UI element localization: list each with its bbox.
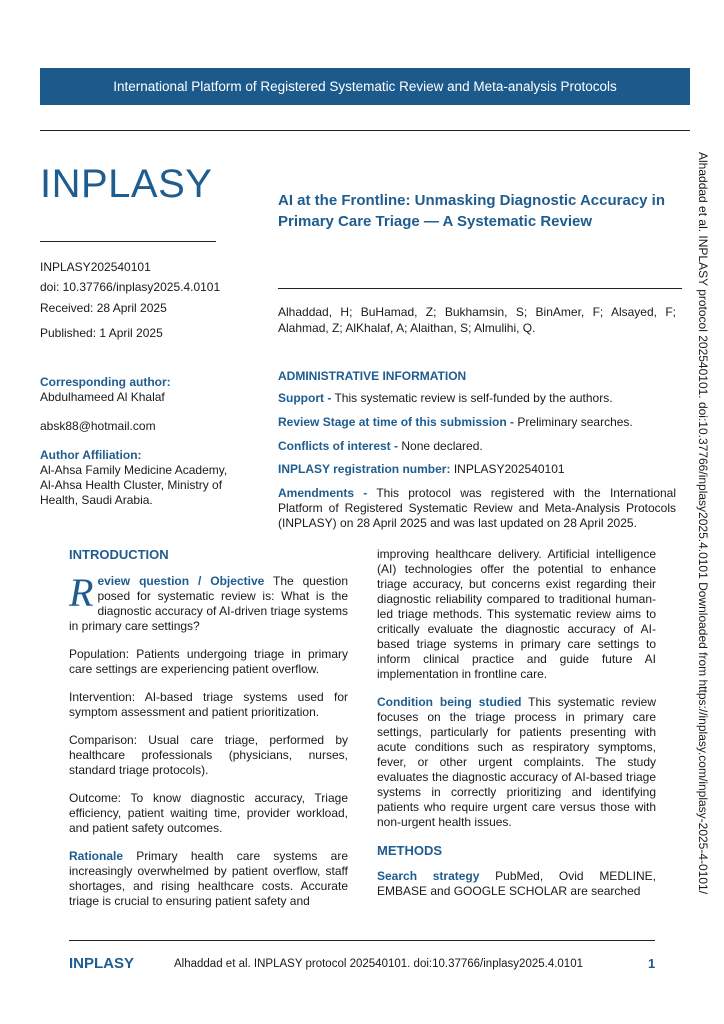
amendments-text: This protocol was registered with the International Platform of Registered Systematic Review and Meta-Analysis Protocols (INPLASY) on 28 April 2025 and was last updated on 28 April 2025. [278,486,676,530]
population-paragraph: Population: Patients undergoing triage in primary care settings are experiencing patient overflow. [69,647,348,676]
amendments-label: Amendments - [278,486,368,500]
review-question-label: eview question / Objective [97,574,265,588]
support-text: This systematic review is self-funded by the authors. [331,391,613,405]
condition-paragraph [377,695,656,830]
registration-id: INPLASY202540101 [40,260,151,274]
footer-rule [69,940,655,941]
conflicts-text: None declared. [398,439,483,453]
admin-registration [278,462,676,477]
author-email[interactable]: absk88@hotmail.com [40,419,156,433]
condition-text: This systematic review focuses on the triage process in primary care settings, particularly for patients presenting with acute conditions such as respiratory symptoms, fever, or other urgent complaints. The study evaluates the diagnostic accuracy of AI-based triage systems in correctly prioritizing and identifying patients who require urgent care versus those with non-urgent health issues. [377,695,656,829]
stage-text: Preliminary searches. [514,415,633,429]
banner-text: International Platform of Registered Systematic Review and Meta-analysis Protocols [113,79,617,94]
admin-support [278,391,676,406]
search-strategy-paragraph [377,869,656,899]
admin-heading: ADMINISTRATIVE INFORMATION [278,369,467,383]
inplasy-logo: INPLASY [40,162,213,206]
introduction-heading: INTRODUCTION [69,547,169,562]
drop-cap: R [69,570,94,615]
rationale-label: Rationale [69,849,124,863]
title-rule [278,288,682,289]
admin-conflicts [278,439,676,454]
right-column [377,547,656,912]
top-rule [40,130,690,131]
search-strategy-label: Search strategy [377,869,480,883]
registration-text: INPLASY202540101 [450,462,565,476]
admin-amendments [278,486,676,531]
search-strategy-text: PubMed, Ovid MEDLINE, EMBASE and GOOGLE SCHOLAR are searched [377,869,656,898]
methods-heading: METHODS [377,843,442,858]
paper-title: AI at the Frontline: Unmasking Diagnostic Accuracy in Primary Care Triage — A Systematic Review [278,192,666,230]
rationale-paragraph [69,849,348,909]
outcome-paragraph: Outcome: To know diagnostic accuracy, Triage efficiency, patient waiting time, provider workload, and patient safety outcomes. [69,791,348,835]
page-number: 1 [648,956,656,971]
corresponding-label: Corresponding author: [40,375,171,389]
review-question-text: The question posed for systematic review is: What is the diagnostic accuracy of AI-driven triage systems in primary care settings? [69,574,349,633]
left-column [69,547,348,922]
doi-text[interactable]: doi: 10.37766/inplasy2025.4.0101 [40,280,221,294]
affiliation-label: Author Affiliation: [40,448,142,462]
condition-label: Condition being studied [377,695,522,709]
logo-underline [40,241,216,242]
rationale-text: Primary health care systems are increasingly overwhelmed by patient overflow, staff shortages, and rising healthcare costs. Accurate triage is crucial to ensuring patient safety and [69,849,348,908]
author-affiliation [40,448,240,508]
published-date: Published: 1 April 2025 [40,326,163,340]
admin-stage [278,415,676,430]
rationale-continuation: improving healthcare delivery. Artificial intelligence (AI) technologies offer the potential to enhance triage accuracy, but concerns exist regarding their diagnostic reliability compared to traditional human-led triage methods. This systematic review aims to critically evaluate the diagnostic accuracy of AI-based triage systems in primary care settings to inform clinical practice and guide future AI implementation in frontline care. [377,547,656,681]
header-banner [40,68,690,105]
comparison-paragraph: Comparison: Usual care triage, performed by healthcare professionals (physicians, nurses, standard triage protocols). [69,733,348,777]
author-list: Alhaddad, H; BuHamad, Z; Bukhamsin, S; BinAmer, F; Alsayed, F; Alahmad, Z; AlKhalaf, A; Alaithan, S; Almulihi, Q. [278,305,676,335]
footer-citation: Alhaddad et al. INPLASY protocol 202540101. doi:10.37766/inplasy2025.4.0101 [174,958,583,970]
conflicts-label: Conflicts of interest - [278,439,399,453]
affiliation-text: Al-Ahsa Family Medicine Academy, Al-Ahsa Health Cluster, Ministry of Health, Saudi Arabia. [40,463,228,507]
stage-label: Review Stage at time of this submission - [278,415,515,429]
corresponding-author [40,375,240,405]
side-citation: Alhaddad et al. INPLASY protocol 202540101. doi:10.37766/inplasy2025.4.0101 Downloaded from https://inplasy.com/inplasy-2025-4-0101/ [696,152,710,895]
intervention-paragraph: Intervention: AI-based triage systems used for symptom assessment and patient prioritization. [69,690,348,719]
review-question [69,570,349,634]
received-date: Received: 28 April 2025 [40,301,167,315]
registration-label: INPLASY registration number: [278,462,451,476]
footer-logo: INPLASY [69,955,135,972]
support-label: Support - [278,391,332,405]
corresponding-name: Abdulhameed Al Khalaf [40,390,165,404]
